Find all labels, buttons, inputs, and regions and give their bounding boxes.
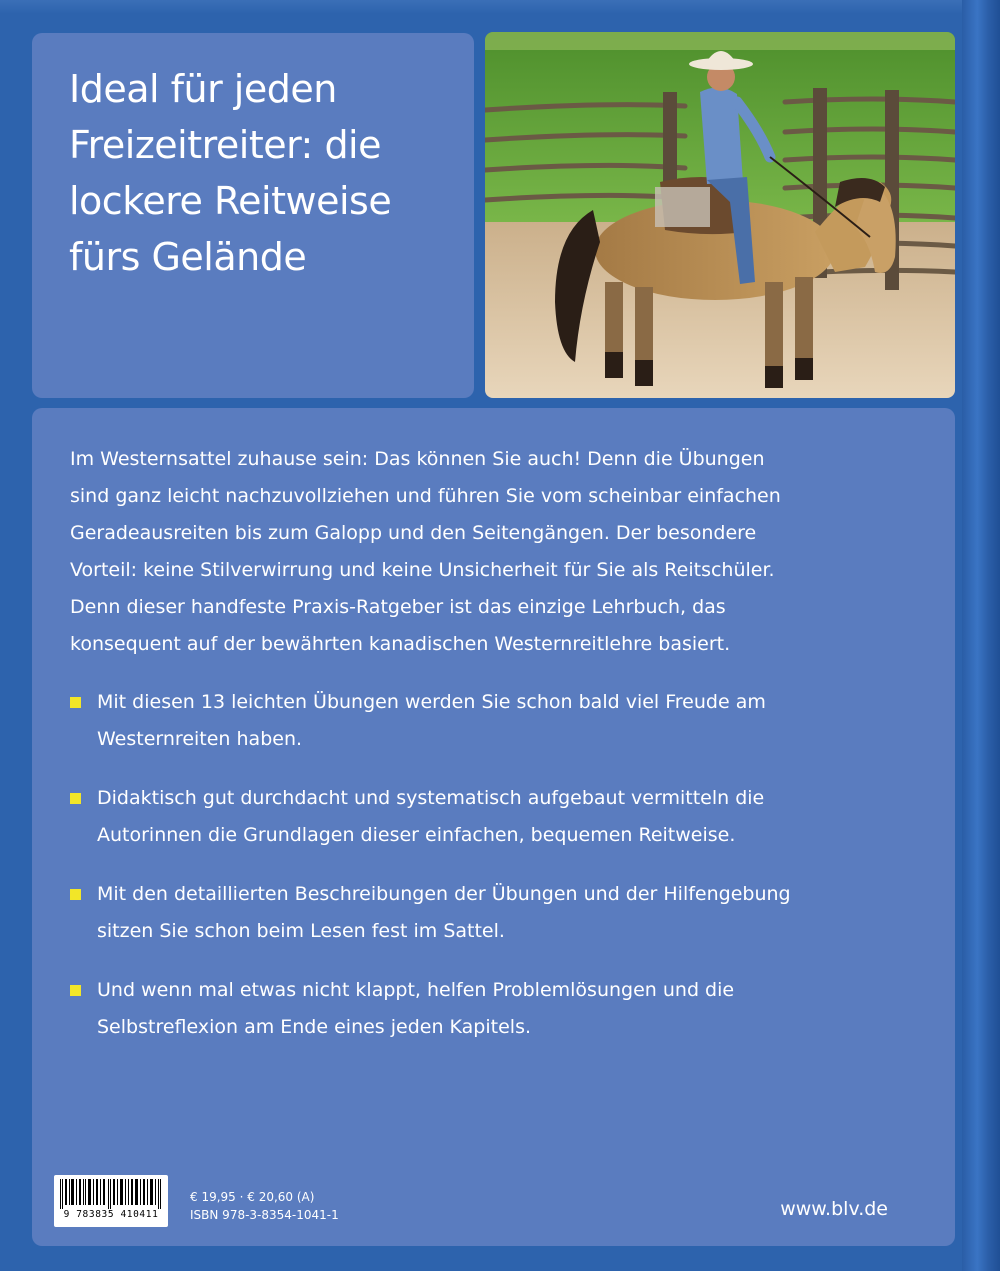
feature-item — [70, 876, 810, 950]
feature-item — [70, 780, 810, 854]
publisher-url[interactable]: www.blv.de — [780, 1198, 888, 1220]
barcode — [54, 1175, 168, 1227]
bullet-square-icon — [70, 985, 81, 996]
bullet-square-icon — [70, 889, 81, 900]
feature-item — [70, 684, 810, 758]
description-panel — [32, 408, 955, 1246]
feature-text: Mit diesen 13 leichten Übungen werden Sie schon bald viel Freude am Westernreiten haben. — [97, 691, 766, 750]
intro-paragraph: Im Westernsattel zuhause sein: Das können Sie auch! Denn die Übungen sind ganz leicht nachzuvollziehen und führen Sie vom scheinbar einfachen Geradeausreiten bis zum Galopp und den Seitengängen. Der besondere Vorteil: keine Stilverwirrung und keine Unsicherheit für Sie als Reitschüler. Denn dieser handfeste Praxis-Ratgeber ist das einzige Lehrbuch, das konsequent auf der bewährten kanadischen Westernreitlehre basiert. — [70, 448, 781, 655]
barcode-digits: 9 783835 410411 — [63, 1209, 159, 1220]
bullet-square-icon — [70, 697, 81, 708]
feature-list — [70, 684, 810, 1068]
cover-top-edge — [0, 0, 962, 14]
feature-text: Didaktisch gut durchdacht und systematisch aufgebaut vermitteln die Autorinnen die Grundlagen dieser einfachen, bequemen Reitweise. — [97, 787, 765, 846]
bullet-square-icon — [70, 793, 81, 804]
price-block — [190, 1188, 339, 1224]
isbn: ISBN 978-3-8354-1041-1 — [190, 1208, 339, 1222]
title-panel — [32, 33, 474, 398]
cover-spine-edge — [962, 0, 1000, 1271]
barcode-bars-icon — [58, 1179, 164, 1209]
horse-and-rider-photo — [485, 32, 955, 398]
feature-text: Mit den detaillierten Beschreibungen der Übungen und der Hilfengebung sitzen Sie schon beim Lesen fest im Sattel. — [97, 883, 791, 942]
price: € 19,95 · € 20,60 (A) — [190, 1190, 315, 1204]
book-title: Ideal für jeden Freizeitreiter: die lockere Reitweise fürs Gelände — [69, 67, 392, 279]
feature-text: Und wenn mal etwas nicht klappt, helfen Problemlösungen und die Selbstreflexion am Ende eines jeden Kapitels. — [97, 979, 735, 1038]
feature-item — [70, 972, 810, 1046]
